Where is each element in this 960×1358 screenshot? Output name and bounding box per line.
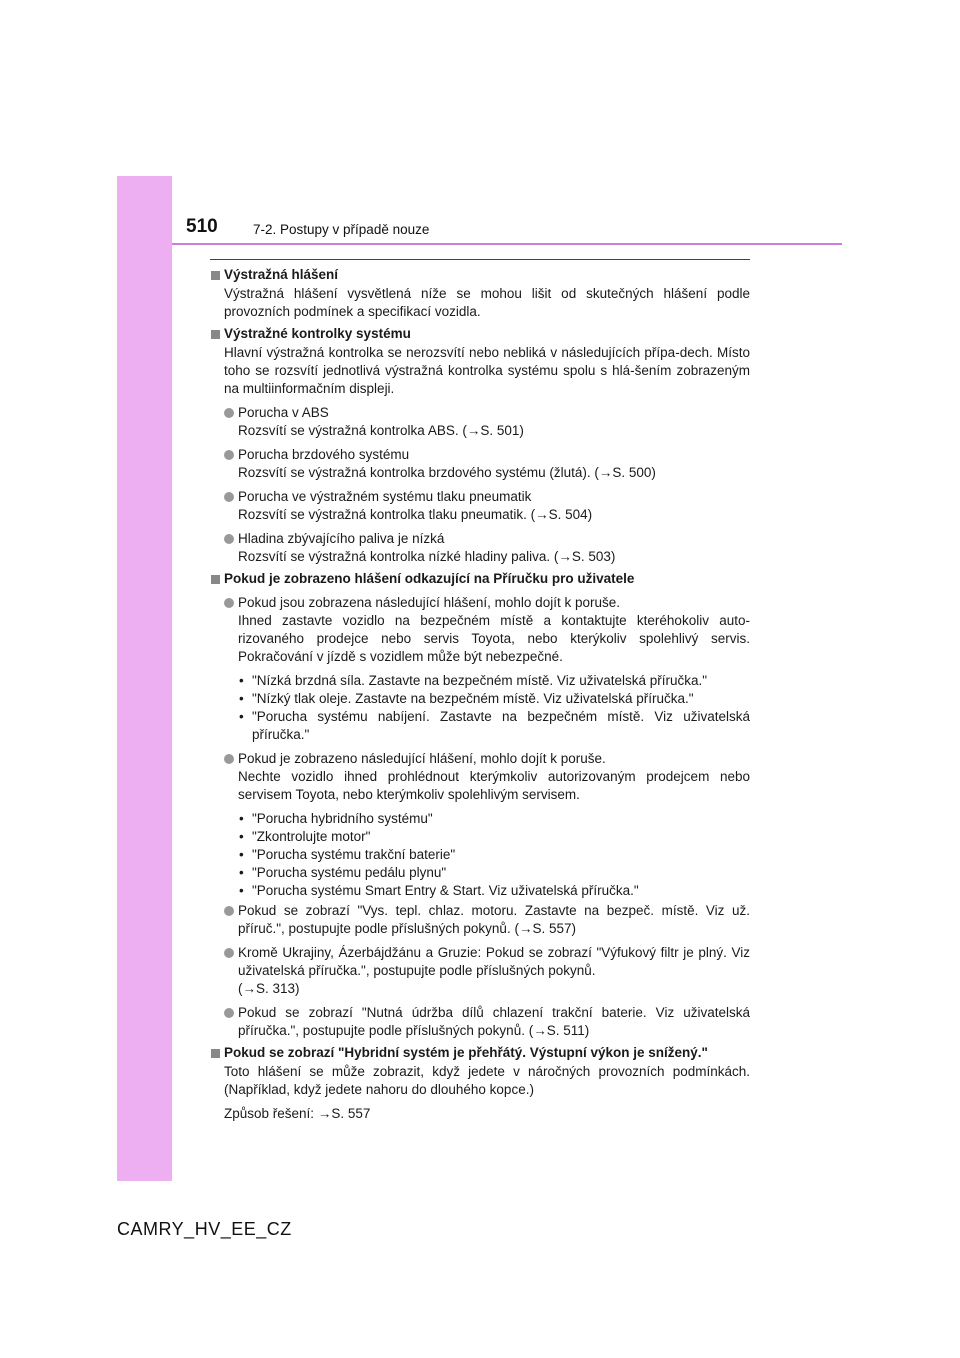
bullet-title: Porucha ve výstražném systému tlaku pneumatik xyxy=(238,489,532,504)
bullet-title: Porucha v ABS xyxy=(238,405,329,420)
page-reference-link[interactable]: S. 503 xyxy=(571,549,611,564)
chapter-side-band xyxy=(117,176,172,1181)
heading-warning-lights: Výstražné kontrolky systému xyxy=(210,325,750,343)
page-reference-link[interactable]: S. 500 xyxy=(612,465,652,480)
page-content xyxy=(210,262,750,1123)
list-item: • "Porucha systému trakční baterie" xyxy=(210,846,750,864)
arrow-icon: → xyxy=(535,507,549,522)
bullet-title: Pokud je zobrazeno následující hlášení, mohlo dojít k poruše. xyxy=(238,751,606,766)
content-divider xyxy=(210,259,750,260)
bullet-low-fuel: Hladina zbývajícího paliva je nízká Rozsvítí se výstražná kontrolka nízké hladiny paliva. (→S. 503) xyxy=(210,530,750,566)
list-item: • "Porucha hybridního systému" xyxy=(210,810,750,828)
list-item: • "Zkontrolujte motor" xyxy=(210,828,750,846)
bullet-tire-pressure: Porucha ve výstražném systému tlaku pneumatik Rozsvítí se výstražná kontrolka tlaku pneumatik. (→S. 504) xyxy=(210,488,750,524)
page-reference-link[interactable]: S. 313 xyxy=(256,981,296,996)
paragraph-warning-messages: Výstražná hlášení vysvětlená níže se mohou lišit od skutečných hlášení podle provozních podmínek a specifikací vozidla. xyxy=(224,286,750,319)
page-reference-link[interactable]: S. 557 xyxy=(532,921,572,936)
message-list-inspect xyxy=(210,810,750,900)
list-item: • "Nízká brzdná síla. Zastavte na bezpečném místě. Viz uživatelská příručka." xyxy=(210,672,750,690)
bullet-title: Pokud jsou zobrazena následující hlášení, mohlo dojít k poruše. xyxy=(238,595,620,610)
heading-warning-messages: Výstražná hlášení xyxy=(210,266,750,284)
solution-label: Způsob řešení: xyxy=(224,1106,315,1121)
paragraph-hybrid-overheat: Toto hlášení se může zobrazit, když jedete v náročných provozních podmínkách. (Například, když jedete nahoru do dlouhého kopce.) xyxy=(224,1064,750,1097)
page-reference-link[interactable]: S. 557 xyxy=(331,1106,371,1121)
bullet-malfunction-inspect xyxy=(210,750,750,804)
list-item: • "Nízký tlak oleje. Zastavte na bezpečném místě. Viz uživatelská příručka." xyxy=(210,690,750,708)
document-code: CAMRY_HV_EE_CZ xyxy=(117,1219,292,1239)
heading-hybrid-overheat: Pokud se zobrazí "Hybridní systém je přehřátý. Výstupní výkon je snížený." xyxy=(210,1044,750,1062)
page-reference-link[interactable]: S. 511 xyxy=(546,1023,585,1038)
bullet-title: Porucha brzdového systému xyxy=(238,447,410,462)
list-item: • "Porucha systému pedálu plynu" xyxy=(210,864,750,882)
page-reference-link[interactable]: S. 504 xyxy=(548,507,588,522)
bullet-coolant-temp: Pokud se zobrazí "Vys. tepl. chlaz. motoru. Zastavte na bezpeč. místě. Viz už. příruč.", postupujte podle příslušných pokynů. (→S. 557) xyxy=(210,902,750,938)
message-list-stop xyxy=(210,672,750,744)
bullet-abs: Porucha v ABS Rozsvítí se výstražná kontrolka ABS. (→S. 501) xyxy=(210,404,750,440)
bullet-text: Ihned zastavte vozidlo na bezpečném místě a kontaktujte kteréhokoliv auto-rizovaného prodejce nebo servis Toyota, nebo kterýkoliv spolehlivý servis. Pokračování v jízdě s vozidlem může být nebezpečné. xyxy=(238,613,750,664)
bullet-text: Nechte vozidlo ihned prohlédnout kterýmkoliv autorizovaným prodejcem nebo servisem Toyota, nebo kterýmkoliv spolehlivým servisem. xyxy=(238,769,750,802)
bullet-malfunction-stop xyxy=(210,594,750,666)
arrow-icon: → xyxy=(317,1106,332,1121)
solution-line xyxy=(210,1105,750,1123)
arrow-icon: → xyxy=(242,981,256,996)
arrow-icon: → xyxy=(533,1023,547,1038)
list-item: • "Porucha systému nabíjení. Zastavte na bezpečném místě. Viz uživatelská příručka." xyxy=(210,708,750,744)
section-title: 7-2. Postupy v případě nouze xyxy=(253,222,430,237)
paragraph-warning-lights: Hlavní výstražná kontrolka se nerozsvítí nebo nebliká v následujících přípa-dech. Místo toho se rozsvítí jednotlivá výstražná kontrolka systému spolu s hlá-šením zobrazeným na multiinformačním displeji. xyxy=(224,345,750,396)
arrow-icon: → xyxy=(518,921,533,936)
arrow-icon: → xyxy=(466,423,481,438)
list-item: • "Porucha systému Smart Entry & Start. Viz uživatelská příručka." xyxy=(210,882,750,900)
page-reference-link[interactable]: S. 501 xyxy=(480,423,520,438)
bullet-battery-cooling: Pokud se zobrazí "Nutná údržba dílů chlazení trakční baterie. Viz uživatelská příručka.", postupujte podle příslušných pokynů. (→S. 511) xyxy=(210,1004,750,1040)
bullet-brake: Porucha brzdového systému Rozsvítí se výstražná kontrolka brzdového systému (žlutá). (→S. 500) xyxy=(210,446,750,482)
arrow-icon: → xyxy=(558,549,572,564)
page-number: 510 xyxy=(186,216,218,237)
arrow-icon: → xyxy=(598,465,613,480)
bullet-title: Hladina zbývajícího paliva je nízká xyxy=(238,531,445,546)
heading-owners-manual-messages: Pokud je zobrazeno hlášení odkazující na Příručku pro uživatele xyxy=(210,570,750,588)
bullet-exhaust-filter: Kromě Ukrajiny, Ázerbájdžánu a Gruzie: Pokud se zobrazí "Výfukový filtr je plný. Viz uživatelská příručka.", postupujte podle příslušných pokynů. (→S. 313) xyxy=(210,944,750,998)
header-rule xyxy=(172,243,842,245)
